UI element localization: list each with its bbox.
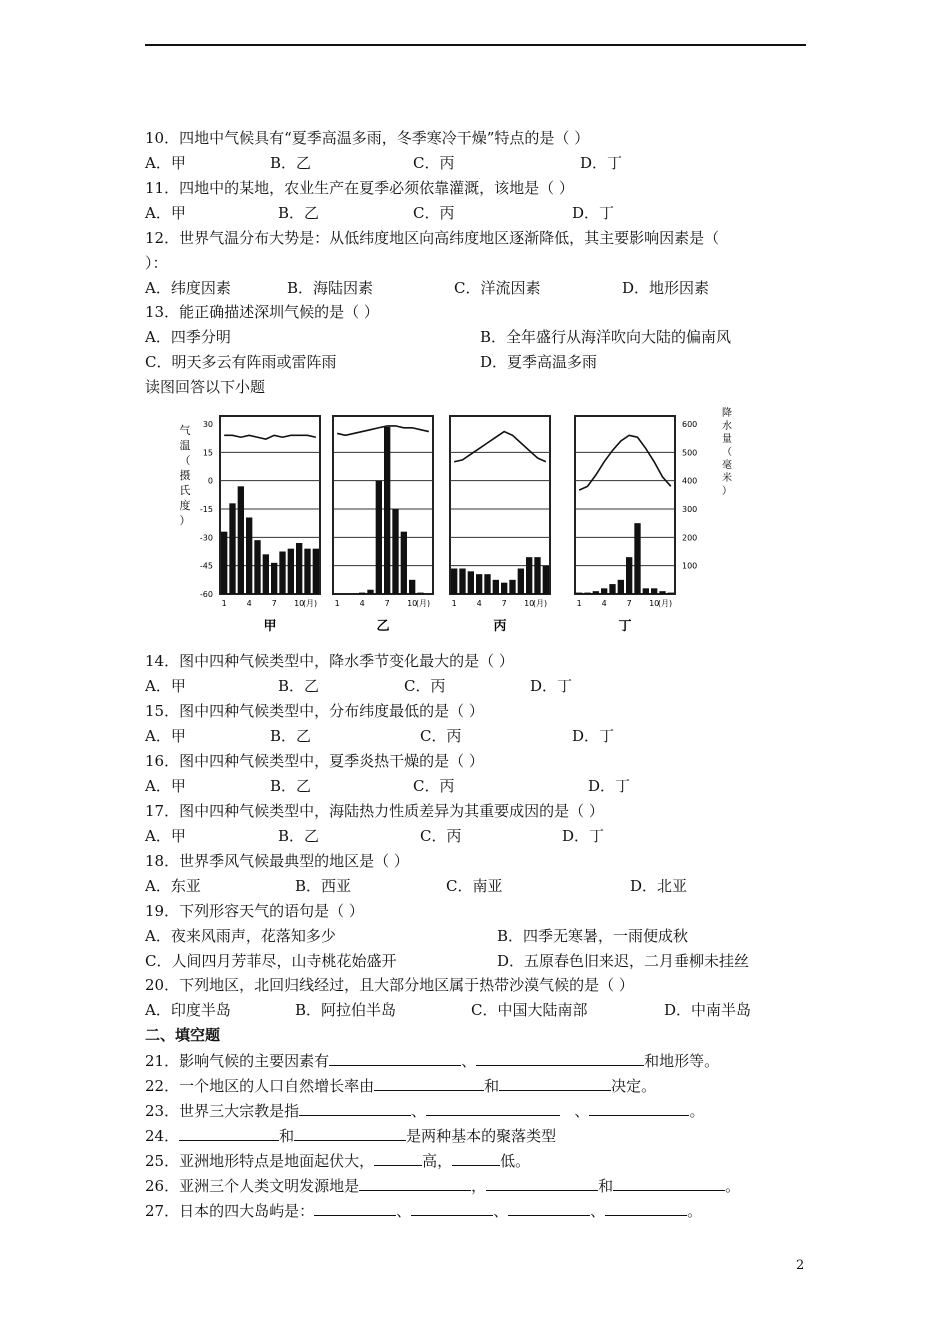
- precip-bar: [626, 557, 632, 594]
- q15-option-c: C．丙: [420, 727, 462, 745]
- answer-blank[interactable]: [426, 1100, 560, 1116]
- precip-bar: [359, 593, 365, 594]
- month-tick-label: 4: [246, 599, 252, 608]
- precip-bar: [651, 588, 657, 594]
- precip-bar: [668, 593, 674, 594]
- answer-blank[interactable]: [179, 1125, 279, 1141]
- question-24: 24． 和 是两种基本的聚落类型: [145, 1127, 557, 1145]
- question-20: 20．下列地区，北回归线经过，且大部分地区属于热带沙漠气候的是（ ）: [145, 976, 634, 994]
- panel-label-0: 甲: [263, 619, 277, 634]
- q17-option-b: B．乙: [278, 827, 320, 845]
- precip-bar: [288, 549, 294, 594]
- month-tick-label: 10: [649, 599, 660, 608]
- q11-option-c: C．丙: [413, 204, 455, 222]
- right-axis-title-char: 米: [722, 473, 732, 484]
- question-23: 23．世界三大宗教是指 、 、 。: [145, 1102, 705, 1120]
- precip-bar: [392, 509, 398, 594]
- right-tick-label: 100: [682, 561, 698, 571]
- left-axis-title-char: 摄: [179, 469, 191, 482]
- answer-blank[interactable]: [476, 1050, 644, 1066]
- question-22: 22．一个地区的人口自然增长率由 和 决定。: [145, 1077, 657, 1095]
- q16-option-a: A．甲: [145, 777, 186, 795]
- question-11: 11．四地中的某地，农业生产在夏季必须依靠灌溉，该地是（ ）: [145, 179, 574, 197]
- precip-bar: [451, 569, 457, 595]
- q19-option-d: D．五原春色旧来迟，二月垂柳未挂丝: [497, 952, 750, 970]
- q17-option-a: A．甲: [145, 827, 186, 845]
- question-21: 21．影响气候的主要因素有 、 和地形等。: [145, 1052, 720, 1070]
- panel-label-3: 丁: [618, 619, 632, 634]
- q15-option-a: A．甲: [145, 727, 186, 745]
- temperature-line: [454, 432, 546, 462]
- question-17: 17．图中四种气候类型中，海陆热力性质差异为其重要成因的是（ ）: [145, 802, 604, 820]
- month-tick-label: (月): [532, 599, 548, 608]
- month-tick-label: 1: [576, 599, 582, 608]
- q16-option-d: D．丁: [588, 777, 631, 795]
- q11-option-b: B．乙: [278, 204, 320, 222]
- right-tick-label: 600: [682, 420, 698, 429]
- q19-option-c: C．人间四月芳菲尽，山寺桃花始盛开: [145, 952, 397, 970]
- q15-option-d: D．丁: [572, 727, 615, 745]
- month-tick-label: 10: [294, 599, 305, 608]
- section-heading-fill: 二、填空题: [145, 1026, 221, 1044]
- answer-blank[interactable]: [359, 1175, 471, 1191]
- left-tick-label: 15: [202, 448, 213, 458]
- panel-label-2: 丙: [493, 619, 507, 634]
- temperature-line: [579, 435, 671, 490]
- left-axis-title-char: 氏: [179, 484, 191, 497]
- left-axis-title-char: ）: [179, 514, 191, 527]
- q18-option-c: C．南亚: [446, 877, 503, 895]
- precip-bar: [509, 580, 515, 594]
- month-tick-label: (月): [657, 599, 673, 608]
- precip-bar: [601, 588, 607, 594]
- precip-bar: [254, 540, 260, 594]
- precip-bar: [468, 571, 474, 594]
- precip-bar: [501, 583, 507, 594]
- precip-bar: [296, 543, 302, 594]
- precip-bar: [417, 593, 423, 594]
- question-14: 14．图中四种气候类型中，降水季节变化最大的是（ ）: [145, 652, 514, 670]
- question-12-cont: ）：: [145, 254, 168, 272]
- precip-bar: [484, 574, 490, 594]
- month-tick-label: 1: [451, 599, 457, 608]
- answer-blank[interactable]: [294, 1125, 406, 1141]
- right-axis-title-char: 量: [722, 434, 732, 445]
- answer-blank[interactable]: [314, 1200, 396, 1216]
- question-26: 26．亚洲三个人类文明发源地是 ， 和 。: [145, 1177, 741, 1195]
- q17-option-d: D．丁: [562, 827, 605, 845]
- question-12: 12．世界气温分布大势是：从低纬度地区向高纬度地区逐渐降低，其主要影响因素是（: [145, 229, 720, 247]
- panel-label-1: 乙: [376, 619, 390, 634]
- left-axis-title-char: 气: [179, 424, 191, 437]
- month-tick-label: 10: [407, 599, 418, 608]
- precip-bar: [593, 591, 599, 594]
- precip-bar: [459, 569, 465, 595]
- precip-bar: [493, 580, 499, 594]
- right-tick-label: 300: [682, 505, 698, 514]
- precip-bar: [609, 584, 615, 594]
- q10-option-c: C．丙: [413, 154, 455, 172]
- q10-option-a: A．甲: [145, 154, 186, 172]
- answer-blank[interactable]: [374, 1150, 422, 1166]
- q20-option-c: C．中国大陆南部: [471, 1001, 588, 1019]
- left-axis-title-char: 度: [179, 499, 191, 512]
- precip-bar: [238, 486, 244, 594]
- answer-blank[interactable]: [605, 1200, 687, 1216]
- left-axis-title-char: （: [179, 454, 191, 467]
- q14-option-a: A．甲: [145, 677, 186, 695]
- q19-option-a: A．夜来风雨声，花落知多少: [145, 927, 336, 945]
- month-tick-label: 4: [601, 599, 607, 608]
- right-tick-label: 500: [682, 448, 698, 458]
- month-tick-label: 1: [221, 599, 227, 608]
- month-tick-label: 4: [476, 599, 482, 608]
- precip-bar: [279, 552, 285, 595]
- right-axis-title-char: 水: [722, 421, 732, 432]
- answer-blank[interactable]: [411, 1200, 493, 1216]
- q13-option-a: A．四季分明: [145, 328, 231, 346]
- q12-option-c: C．洋流因素: [454, 279, 541, 297]
- q12-option-b: B．海陆因素: [287, 279, 374, 297]
- q10-option-d: D．丁: [580, 154, 623, 172]
- question-16: 16．图中四种气候类型中，夏季炎热干燥的是（ ）: [145, 752, 484, 770]
- precip-bar: [659, 591, 665, 594]
- q13-option-b: B．全年盛行从海洋吹向大陆的偏南风: [480, 328, 732, 346]
- precip-bar: [518, 569, 524, 595]
- right-tick-label: 400: [682, 476, 698, 486]
- chart-panel-frame: [333, 416, 433, 594]
- month-tick-label: 1: [334, 599, 340, 608]
- right-axis-title-char: ）: [722, 486, 732, 497]
- left-tick-label: 30: [202, 420, 213, 429]
- question-19: 19．下列形容天气的语句是（ ）: [145, 902, 364, 920]
- q20-option-a: A．印度半岛: [145, 1001, 231, 1019]
- left-tick-label: -15: [199, 505, 213, 514]
- q12-option-a: A．纬度因素: [145, 279, 231, 297]
- left-axis-title-char: 温: [179, 439, 191, 452]
- answer-blank[interactable]: [374, 1075, 484, 1091]
- q10-option-b: B．乙: [270, 154, 312, 172]
- answer-blank[interactable]: [499, 1075, 611, 1091]
- right-axis-title-char: 降: [722, 408, 732, 419]
- climate-chart-figure: [175, 404, 735, 644]
- precip-bar: [229, 503, 235, 594]
- precip-bar: [543, 566, 549, 594]
- month-tick-label: 7: [271, 599, 277, 608]
- precip-bar: [376, 481, 382, 594]
- q20-option-b: B．阿拉伯半岛: [295, 1001, 397, 1019]
- precip-bar: [476, 574, 482, 594]
- right-axis-title-char: （: [722, 447, 732, 458]
- q16-option-c: C．丙: [413, 777, 455, 795]
- left-tick-label: -45: [199, 561, 213, 571]
- answer-blank[interactable]: [299, 1100, 411, 1116]
- precip-bar: [221, 532, 227, 594]
- q14-option-c: C．丙: [404, 677, 446, 695]
- answer-blank[interactable]: [452, 1150, 500, 1166]
- precip-bar: [313, 549, 319, 594]
- precip-bar: [263, 554, 269, 594]
- q19-option-b: B．四季无寒暑，一雨便成秋: [497, 927, 689, 945]
- question-27: 27．日本的四大岛屿是： 、 、 、 。: [145, 1202, 703, 1220]
- precip-bar: [401, 532, 407, 594]
- month-tick-label: (月): [302, 599, 318, 608]
- left-tick-label: -30: [199, 533, 213, 543]
- precip-bar: [634, 523, 640, 594]
- q14-option-b: B．乙: [278, 677, 320, 695]
- question-25: 25．亚洲地形特点是地面起伏大， 高， 低。: [145, 1152, 531, 1170]
- precip-bar: [367, 590, 373, 594]
- question-18: 18．世界季风气候最典型的地区是（ ）: [145, 852, 409, 870]
- left-tick-label: -60: [199, 590, 213, 599]
- temperature-line: [224, 435, 316, 439]
- q18-option-a: A．东亚: [145, 877, 201, 895]
- q15-option-b: B．乙: [270, 727, 312, 745]
- precip-bar: [246, 518, 252, 595]
- q11-option-a: A．甲: [145, 204, 186, 222]
- month-tick-label: 4: [359, 599, 365, 608]
- question-10: 10．四地中气候具有“夏季高温多雨，冬季寒冷干燥”特点的是（ ）: [145, 129, 590, 147]
- header-rule: [145, 44, 806, 46]
- precip-bar: [584, 593, 590, 594]
- right-tick-label: 200: [682, 533, 698, 543]
- month-tick-label: 7: [501, 599, 507, 608]
- precip-bar: [618, 580, 624, 594]
- answer-blank[interactable]: [486, 1175, 598, 1191]
- page-number: 2: [796, 1258, 805, 1273]
- precip-bar: [384, 427, 390, 594]
- q18-option-d: D．北亚: [630, 877, 688, 895]
- answer-blank[interactable]: [613, 1175, 725, 1191]
- month-tick-label: 7: [626, 599, 632, 608]
- temperature-line: [337, 426, 429, 435]
- right-axis-title-char: 毫: [722, 460, 732, 471]
- read-figure-prompt: 读图回答以下小题: [145, 378, 266, 396]
- precip-bar: [409, 580, 415, 594]
- q18-option-b: B．西亚: [295, 877, 352, 895]
- q12-option-d: D．地形因素: [622, 279, 710, 297]
- q16-option-b: B．乙: [270, 777, 312, 795]
- month-tick-label: 7: [384, 599, 390, 608]
- question-13: 13．能正确描述深圳气候的是（ ）: [145, 303, 379, 321]
- q13-option-c: C．明天多云有阵雨或雷阵雨: [145, 353, 337, 371]
- left-tick-label: 0: [207, 476, 213, 486]
- precip-bar: [526, 557, 532, 594]
- answer-blank[interactable]: [508, 1200, 590, 1216]
- q14-option-d: D．丁: [530, 677, 573, 695]
- precip-bar: [271, 563, 277, 594]
- month-tick-label: 10: [524, 599, 535, 608]
- precip-bar: [643, 588, 649, 594]
- chart-panel-frame: [575, 416, 675, 594]
- question-15: 15．图中四种气候类型中，分布纬度最低的是（ ）: [145, 702, 484, 720]
- answer-blank[interactable]: [589, 1100, 689, 1116]
- answer-blank[interactable]: [329, 1050, 461, 1066]
- q17-option-c: C．丙: [420, 827, 462, 845]
- q11-option-d: D．丁: [572, 204, 615, 222]
- precip-bar: [576, 593, 582, 594]
- month-tick-label: (月): [415, 599, 431, 608]
- precip-bar: [534, 557, 540, 594]
- precip-bar: [304, 549, 310, 594]
- q13-option-d: D．夏季高温多雨: [480, 353, 598, 371]
- q20-option-d: D．中南半岛: [664, 1001, 752, 1019]
